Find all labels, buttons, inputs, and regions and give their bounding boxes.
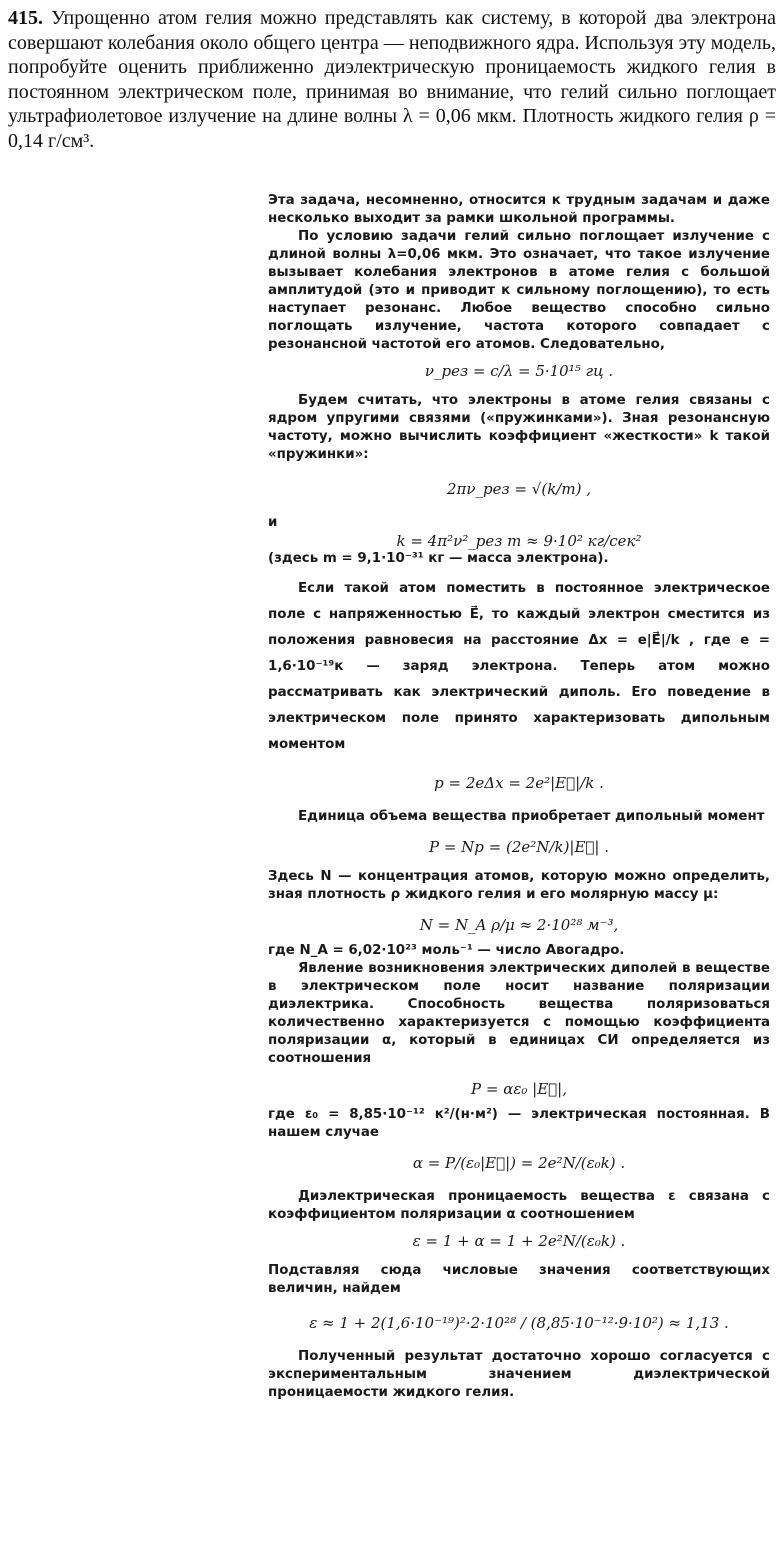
problem-number: 415. (8, 7, 43, 29)
electron-mass-note: (здесь m = 9,1·10⁻³¹ кг — масса электрона). (268, 551, 609, 566)
problem-text: Упрощенно атом гелия можно представлять как систему, в которой два электрона совершают колебания около общего центра — неподвижного ядра. Используя эту модель, попробуйте оценить приближенно диэлектрическую проницаемость жидкого гелия в постоянном электрическом поле, принимая во внимание, что гелий сильно поглощает ультрафиолетовое излучение на длине волны λ = 0,06 мкм. Плотность жидкого гелия ρ = 0,14 г/см³. (8, 7, 776, 152)
formula-epsilon: ε = 1 + α = 1 + 2e²N/(ε₀k) . (412, 1232, 626, 1250)
formula-omega: 2πν_рез = √(k/m) , (447, 480, 591, 498)
formula-epsilon-numeric: ε ≈ 1 + 2(1,6·10⁻¹⁹)²·2·10²⁸ / (8,85·10⁻¹²·9·10²) ≈ 1,13 . (309, 1314, 729, 1332)
formula-dipole-moment: p = 2eΔx = 2e²|E⃗|/k . (434, 774, 604, 792)
formula-alpha: α = P/(ε₀|E⃗|) = 2e²N/(ε₀k) . (412, 1154, 626, 1172)
solution-conclusion: Полученный результат достаточно хорошо согласуется с экспериментальным значением диэлектрической проницаемости жидкого гелия. (268, 1349, 770, 1400)
solution-intro: Эта задача, несомненно, относится к трудным задачам и даже несколько выходит за рамки школьной программы. (268, 193, 770, 226)
problem-statement (8, 6, 776, 153)
solution-paragraph-unit-volume: Единица объема вещества приобретает дипольный момент (298, 809, 765, 824)
formula-resonance-frequency: ν_рез = c/λ = 5·10¹⁵ гц . (424, 362, 614, 380)
formula-polarization: P = Np = (2e²N/k)|E⃗| . (428, 838, 610, 856)
solution-paragraph-concentration: Здесь N — концентрация атомов, которую можно определить, зная плотность ρ жидкого гелия и его молярную массу μ: (268, 869, 770, 902)
solution-paragraph-field: Если такой атом поместить в постоянное электрическое поле с напряженностью E⃗, то каждый электрон сместится из положения равновесия на расстояние Δx = e|E⃗|/k , где e = 1,6·10⁻¹⁹к — заряд электрона. Теперь атом можно рассматривать как электрический диполь. Его поведение в электрическом поле принято характеризовать дипольным моментом (268, 581, 770, 752)
solution-paragraph-permittivity: Диэлектрическая проницаемость вещества ε связана с коэффициентом поляризации α соотношением (268, 1189, 770, 1222)
solution-paragraph-springs: Будем считать, что электроны в атоме гелия связаны с ядром упругими связями («пружинками»). Зная резонансную частоту, можно вычислить коэффициент «жесткости» k такой «пружинки»: (268, 393, 770, 462)
electric-constant-note: где ε₀ = 8,85·10⁻¹² к²/(н·м²) — электрическая постоянная. В нашем случае (268, 1107, 770, 1140)
avogadro-note: где N_A = 6,02·10²³ моль⁻¹ — число Авогадро. (268, 943, 625, 958)
word-and: и (268, 515, 278, 530)
solution-paragraph-polarization: Явление возникновения электрических диполей в веществе в электрическом поле носит название поляризации диэлектрика. Способность вещества поляризоваться количественно характеризуется с помощью коэффициента поляризации α, который в единицах СИ определяется из соотношения (268, 961, 770, 1066)
solution-paragraph-resonance: По условию задачи гелий сильно поглощает излучение с длиной волны λ=0,06 мкм. Это означает, что такое излучение вызывает колебания электронов в атоме гелия с большой амплитудой (это и приводит к сильному поглощению), то есть наступает резонанс. Любое вещество способно сильно поглощать излучение, частота которого совпадает с резонансной частотой его атомов. Следовательно, (268, 229, 770, 352)
solution-text (268, 192, 770, 1402)
formula-concentration: N = N_A ρ/μ ≈ 2·10²⁸ м⁻³, (419, 916, 619, 934)
formula-stiffness: k = 4π²ν²_рез m ≈ 9·10² кг/сек² (396, 532, 642, 550)
formula-polarization-coefficient: P = αε₀ |E⃗|, (471, 1080, 567, 1098)
solution-paragraph-substitute: Подставляя сюда числовые значения соответствующих величин, найдем (268, 1263, 770, 1296)
